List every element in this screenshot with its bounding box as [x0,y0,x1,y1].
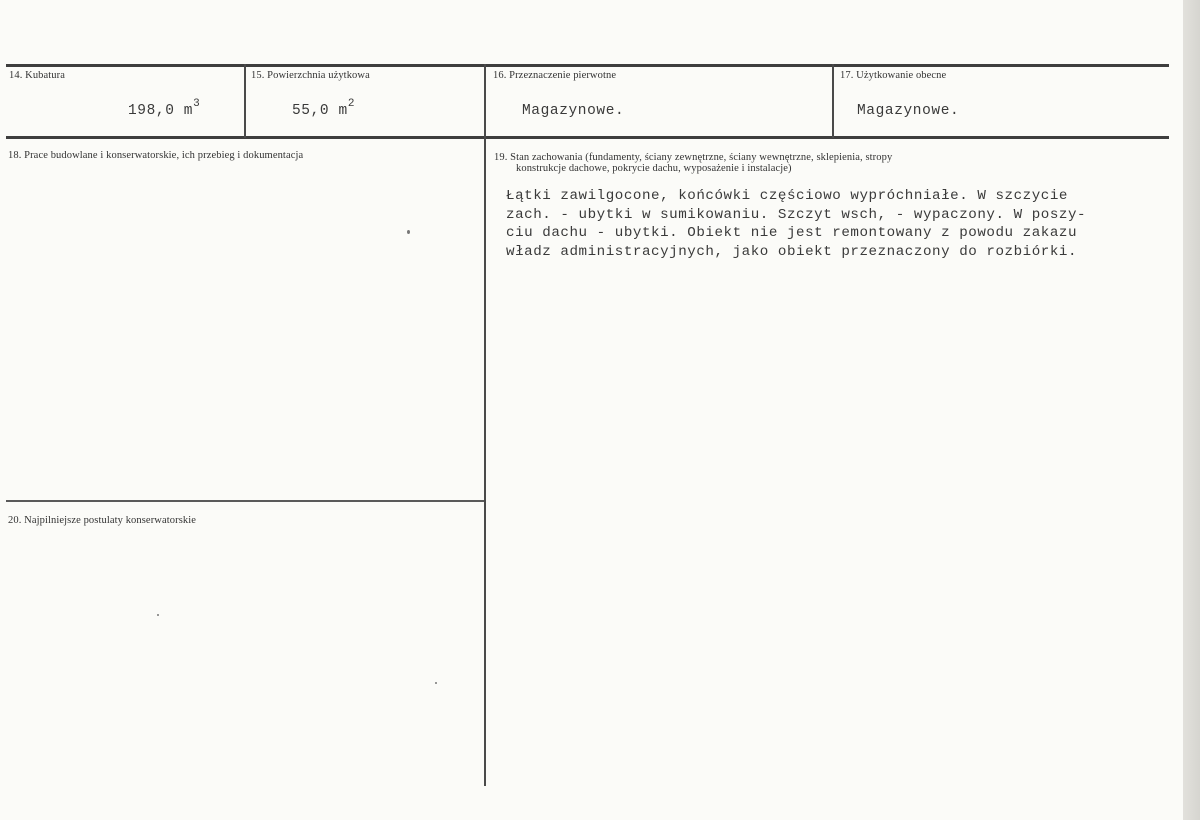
field-15-value [292,100,355,119]
row-divider-rule [6,136,1169,139]
paper-speck [435,682,437,684]
field-17-label: 17. Użytkowanie obecne [840,70,947,81]
description-line-2: zach. - ubytki w sumikowaniu. Szczyt wsch, - wypaczony. W poszy- [506,206,1087,223]
paper-speck [157,614,159,616]
field-19-description [506,187,1086,261]
left-column-divider-rule [6,500,485,502]
description-line-3: ciu dachu - ubytki. Obiekt nie jest remontowany z powodu zakazu [506,225,1078,241]
field-20-label: 20. Najpilniejsze postulaty konserwatorskie [8,515,197,526]
description-line-4: władz administracyjnych, jako obiekt przeznaczony do rozbiórki. [506,243,1078,260]
field-16-label: 16. Przeznaczenie pierwotne [493,70,617,81]
divider-16-17 [832,64,834,138]
field-14-label: 14. Kubatura [9,70,66,81]
divider-14-15 [244,64,246,138]
field-16-value: Magazynowe. [522,103,625,119]
divider-main-column [484,64,486,786]
paper-edge-shadow [1183,0,1200,820]
field-18-label: 18. Prace budowlane i konserwatorskie, ich przebieg i dokumentacja [8,150,304,161]
field-14-value [128,100,200,119]
field-17-value: Magazynowe. [857,103,960,119]
field-15-number: 55,0 m [292,102,348,119]
paper-speck [407,230,410,234]
field-15-label: 15. Powierzchnia użytkowa [251,70,370,81]
top-rule [6,64,1169,67]
description-line-1: Łątki zawilgocone, końcówki częściowo wypróchniałe. W szczycie [506,188,1068,204]
field-19-label-line-2: konstrukcje dachowe, pokrycie dachu, wyposażenie i instalacje) [516,163,792,174]
field-14-number: 198,0 m [128,102,194,119]
field-14-unit-exponent: 3 [193,98,201,110]
field-15-unit-exponent: 2 [347,98,356,110]
field-19-label-line-1: 19. Stan zachowania (fundamenty, ściany zewnętrzne, ściany wewnętrzne, sklepienia, stropy [494,152,893,163]
